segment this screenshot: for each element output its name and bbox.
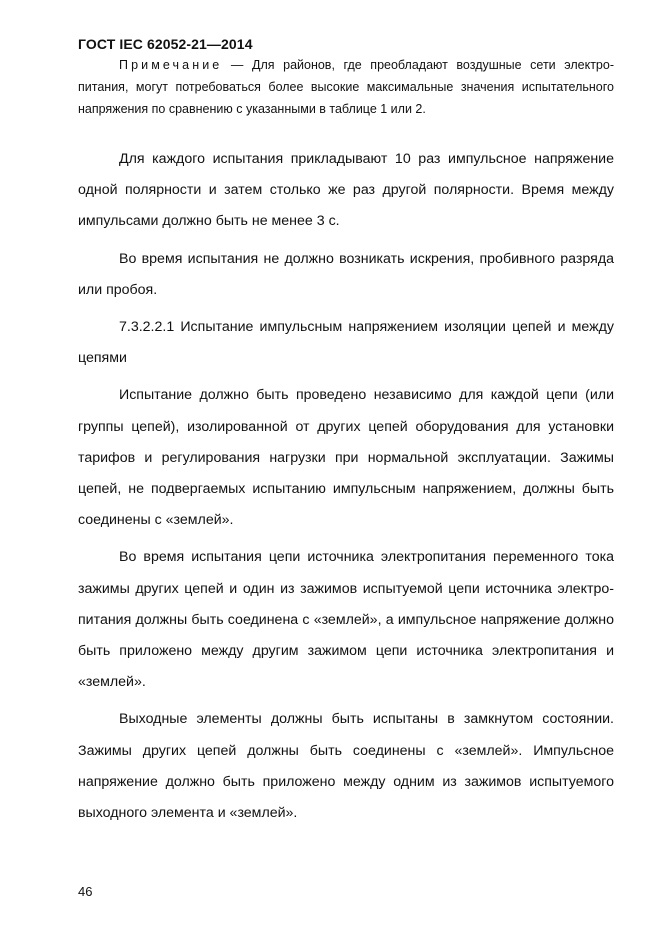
section-heading-7-3-2-2-1: 7.3.2.2.1 Испытание импульсным напряжением изоляции цепей и между цепями bbox=[78, 319, 614, 367]
note-label: Примечание bbox=[119, 58, 223, 72]
paragraph-power-supply-test: Во время испытания цепи источника электропитания переменного тока зажимы других цепей и один из зажимов испытуемой цепи источника электропитания должны быть соединена с «землей», а импульсное напряжение должно быть приложено между другим зажимом цепи источника электропитания и «землей». bbox=[78, 549, 614, 691]
note-dash: — bbox=[222, 58, 253, 72]
paragraph-no-sparking: Во время испытания не должно возникать искрения, пробивного разряда или пробоя. bbox=[78, 250, 614, 298]
note-block bbox=[78, 54, 614, 120]
document-header: ГОСТ IEC 62052-21—2014 bbox=[78, 36, 253, 52]
note-text: Для районов, где преобладают воздушные сети электропитания, могут потребоваться более высокие максимальные значения испытательного напряжения по сравнению с указанными в таблице 1 или 2. bbox=[78, 58, 615, 116]
page-number: 46 bbox=[78, 884, 93, 899]
paragraph-circuit-test: Испытание должно быть проведено независимо для каждой цепи (или группы цепей), изолированной от других цепей оборудования для установки тарифов и регулирования нагрузки при нормальной эксплуатации. Зажимы цепей, не подвергаемых испытанию импульсным напряжением, должны быть соединены с «землей». bbox=[78, 387, 614, 529]
paragraph-pulse-application: Для каждого испытания прикладывают 10 раз импульсное напряжение одной полярности и затем столько же раз другой полярности. Время между импульсами должно быть не менее 3 с. bbox=[78, 151, 614, 230]
paragraph-output-elements: Выходные элементы должны быть испытаны в замкнутом состоянии. Зажимы других цепей должны быть соединены с «землей». Импульсное напряжение должно быть приложено между одним из зажимов испытуемого выходного элемента и «землей». bbox=[78, 711, 614, 822]
body-text bbox=[78, 144, 614, 835]
